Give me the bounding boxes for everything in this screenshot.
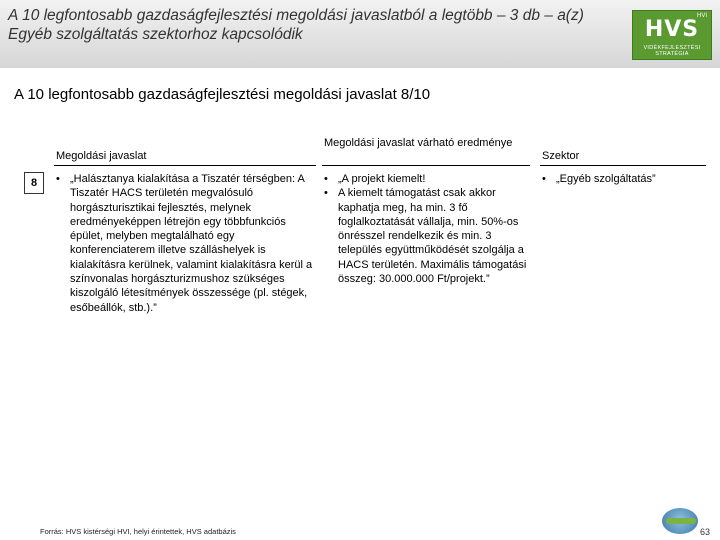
- result-item: [324, 172, 538, 186]
- sector-text: „Egyéb szolgáltatás”: [556, 173, 656, 185]
- result-text-2: A kiemelt támogatást csak akkor kaphatja meg, ha min. 3 fő foglalkoztatását vállalja, min. 50%-os önrésszel rendelkezik és min. 3 település együttműködését szolgálja a HACS területén. Maximális támogatási összeg: 30.000.000 Ft/projekt.”: [338, 187, 527, 286]
- logo-top-label: HVI: [696, 13, 707, 19]
- result-cell: [324, 172, 538, 286]
- header-rule-sector: [540, 165, 706, 166]
- logo-main-label: HVS: [644, 17, 700, 42]
- bullet-icon: •: [324, 173, 328, 185]
- solution-item: [56, 172, 318, 315]
- result-text-1: „A projekt kiemelt!: [338, 173, 426, 185]
- solution-text: „Halásztanya kialakítása a Tiszatér térségben: A Tiszatér HACS területén megvalósuló horgászturisztikai fejlesztés, melynek eredményeképpen létrejön egy többfunkciós épület, melyben megtalálható egy konferenciaterem illetve szálláshelyek is kialakításra kerülnek, valamint kialakításra kerül a színvonalas horgászturizmushoz szükséges kiszolgáló létesítmények összessége (pl. stégek, esőbeállók, stb.).”: [70, 173, 313, 314]
- page-number: 63: [699, 527, 710, 537]
- header-rule-solution: [54, 165, 316, 166]
- bullet-icon: •: [324, 187, 328, 200]
- source-footnote: Forrás: HVS kistérségi HVI, helyi érintettek, HVS adatbázis: [40, 527, 236, 536]
- sector-item: [542, 172, 708, 186]
- logo-sub-label: VIDÉKFEJLESZTÉSI STRATÉGIA: [643, 45, 701, 57]
- header-solution: Megoldási javaslat: [56, 150, 147, 162]
- page-title: A 10 legfontosabb gazdaságfejlesztési megoldási javaslatból a legtöbb – 3 db – a(z) Egyéb szolgáltatás szektorhoz kapcsolódik: [8, 7, 584, 43]
- result-item: [324, 186, 538, 286]
- section-title: A 10 legfontosabb gazdaságfejlesztési megoldási javaslat 8/10: [14, 86, 431, 103]
- corner-band-icon: [666, 518, 696, 524]
- sector-cell: [542, 172, 708, 186]
- hvs-logo: [632, 10, 712, 60]
- header-rule-result: [322, 165, 530, 166]
- bullet-icon: •: [542, 173, 546, 185]
- row-number-badge: 8: [24, 172, 44, 194]
- bullet-icon: •: [56, 173, 60, 185]
- solution-cell: [56, 172, 318, 315]
- section-title-bar: [0, 84, 720, 104]
- header-result: Megoldási javaslat várható eredménye: [324, 137, 513, 149]
- header-sector: Szektor: [542, 150, 580, 162]
- header-band: [0, 0, 720, 68]
